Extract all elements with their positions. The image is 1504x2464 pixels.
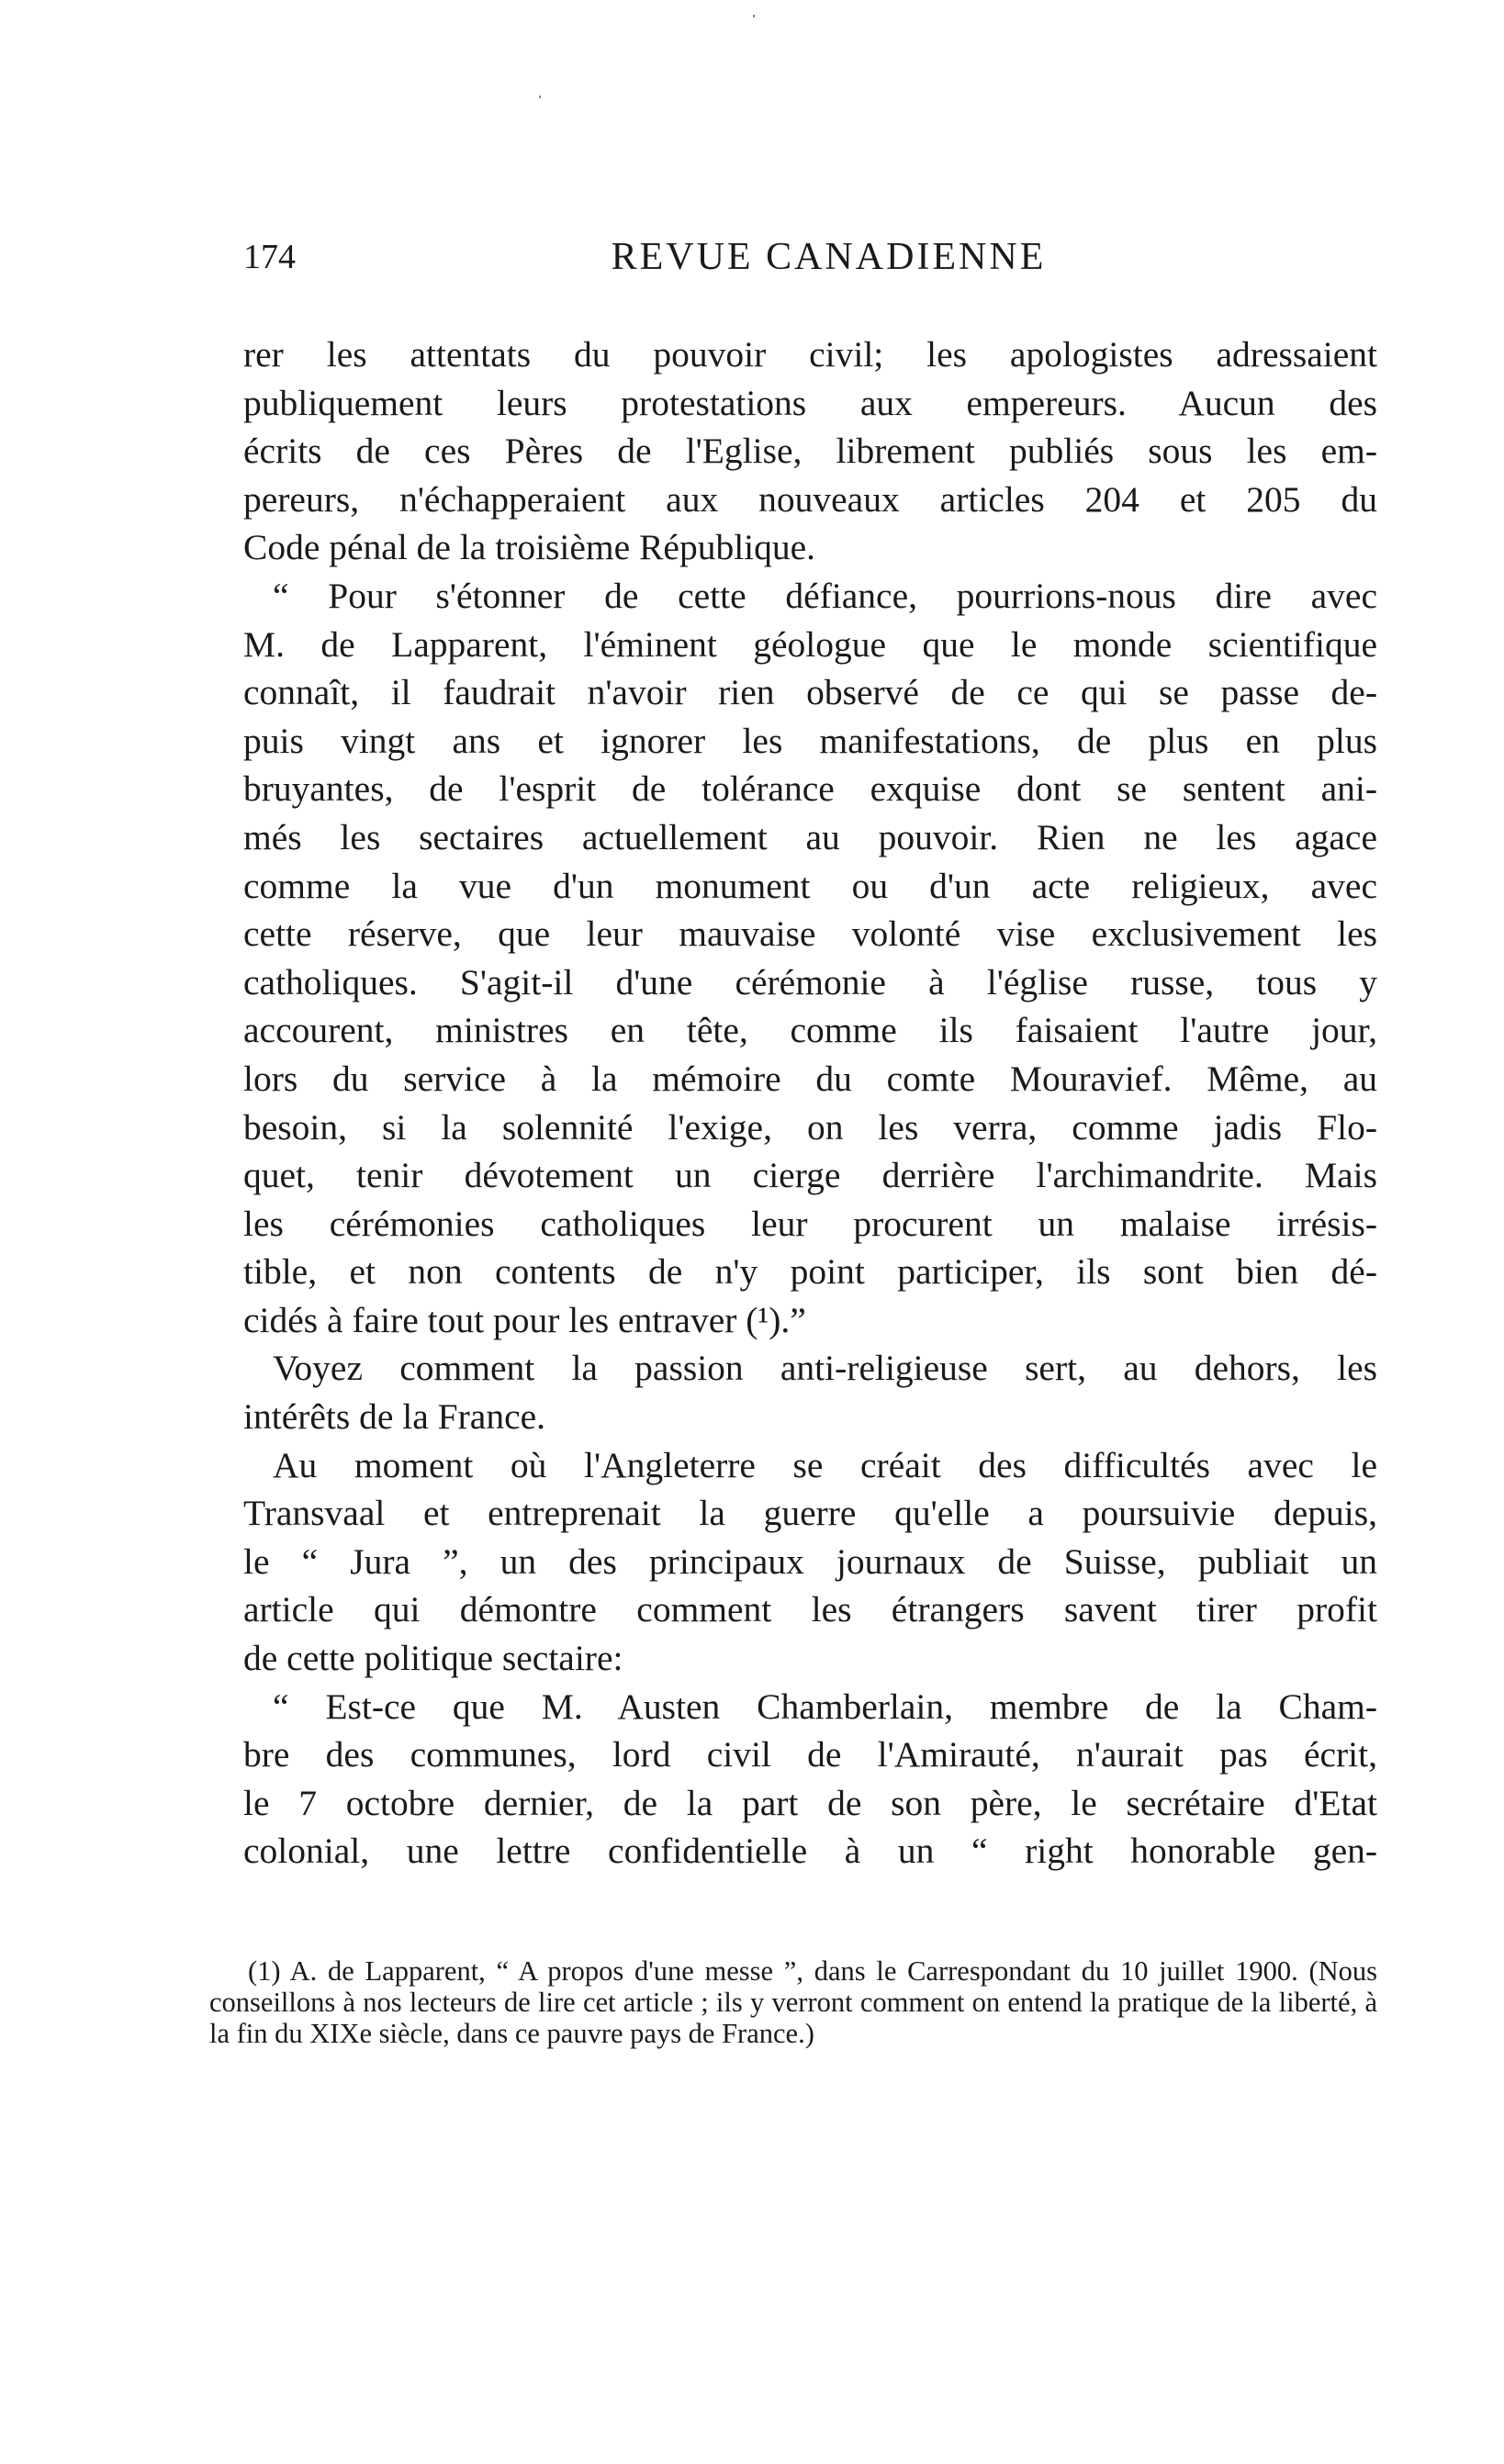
text-line: pereurs, n'échapperaient aux nouveaux articles 204 et 205 du (243, 478, 1377, 520)
body-text (243, 330, 1377, 1876)
text-line: “ Est-ce que M. Austen Chamberlain, membre de la Cham- (273, 1686, 1377, 1727)
text-line: tible, et non contents de n'y point participer, ils sont bien dé- (243, 1251, 1377, 1293)
text-line: connaît, il faudrait n'avoir rien observé de ce qui se passe de- (243, 672, 1377, 713)
text-line: colonial, une lettre confidentielle à un “ right honorable gen- (243, 1831, 1377, 1872)
scan-speck (539, 95, 541, 98)
text-line: Voyez comment la passion anti-religieuse sert, au dehors, les (273, 1348, 1377, 1389)
text-line: rer les attentats du pouvoir civil; les apologistes adressaient (243, 334, 1377, 375)
text-line: comme la vue d'un monument ou d'un acte religieux, avec (243, 865, 1377, 906)
text-line: intérêts de la France. (243, 1396, 546, 1438)
text-line: bre des communes, lord civil de l'Amirauté, n'aurait pas écrit, (243, 1734, 1377, 1775)
running-title: REVUE CANADIENNE (611, 236, 1047, 278)
text-line: lors du service à la mémoire du comte Mouravief. Même, au (243, 1058, 1377, 1099)
text-line: écrits de ces Pères de l'Eglise, librement publiés sous les em- (243, 431, 1377, 472)
text-line: besoin, si la solennité l'exige, on les verra, comme jadis Flo- (243, 1106, 1377, 1148)
text-line: “ Pour s'étonner de cette défiance, pourrions-nous dire avec (273, 575, 1377, 616)
page-header (243, 230, 1377, 285)
text-line: Transvaal et entreprenait la guerre qu'elle a poursuivie depuis, (243, 1493, 1377, 1534)
text-line: M. de Lapparent, l'éminent géologue que le monde scientifique (243, 623, 1377, 665)
text-line: catholiques. S'agit-il d'une cérémonie à l'église russe, tous y (243, 961, 1377, 1002)
text-line: de cette politique sectaire: (243, 1638, 623, 1679)
text-line: cette réserve, que leur mauvaise volonté vise exclusivement les (243, 913, 1377, 955)
text-line: le 7 octobre dernier, de la part de son père, le secrétaire d'Etat (243, 1782, 1377, 1823)
text-line: més les sectaires actuellement au pouvoir. Rien ne les agace (243, 816, 1377, 857)
page-number: 174 (243, 238, 296, 276)
text-line: article qui démontre comment les étrangers savent tirer profit (243, 1589, 1377, 1630)
scan-speck (753, 15, 755, 17)
text-line: publiquement leurs protestations aux empereurs. Aucun des (243, 382, 1377, 423)
text-line: bruyantes, de l'esprit de tolérance exquise dont se sentent ani- (243, 768, 1377, 810)
footnote: (1) A. de Lapparent, “ A propos d'une messe ”, dans le Carrespondant du 10 juillet 1900. (Nous conseillons à nos lecteurs de lire cet article ; ils y verront comment on entend la pratique de la liberté, à la fin du XIXe siècle, dans ce pauvre pays de France.) (209, 1955, 1377, 2049)
text-line: le “ Jura ”, un des principaux journaux de Suisse, publiait un (243, 1540, 1377, 1582)
footnotes (209, 1955, 1377, 2049)
text-line: quet, tenir dévotement un cierge derrière l'archimandrite. Mais (243, 1155, 1377, 1196)
text-line: Au moment où l'Angleterre se créait des difficultés avec le (273, 1444, 1377, 1485)
text-line: puis vingt ans et ignorer les manifestations, de plus en plus (243, 720, 1377, 761)
text-line: accourent, ministres en tête, comme ils faisaient l'autre jour, (243, 1010, 1377, 1051)
text-line: les cérémonies catholiques leur procurent un malaise irrésis- (243, 1203, 1377, 1244)
text-line: Code pénal de la troisième République. (243, 527, 816, 568)
text-line: cidés à faire tout pour les entraver (¹).” (243, 1299, 806, 1340)
